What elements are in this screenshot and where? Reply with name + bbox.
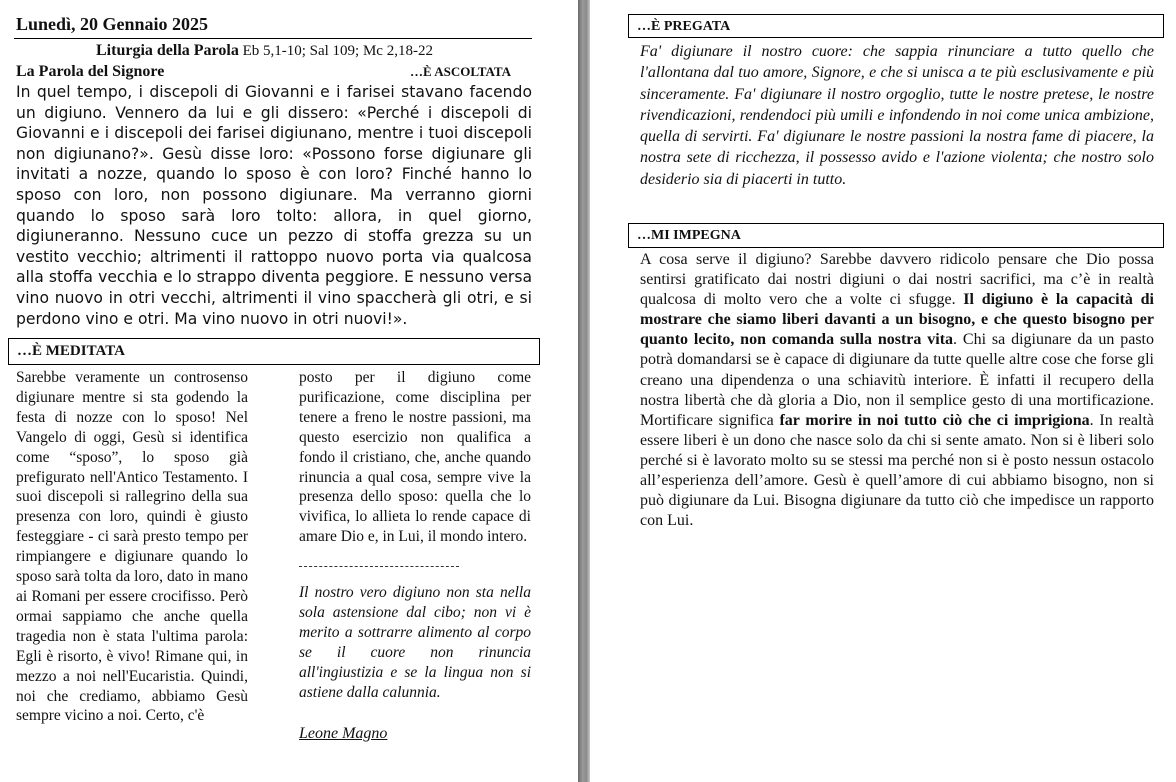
right-page: [590, 0, 1176, 782]
commitment-text: [640, 250, 1154, 531]
left-page: [0, 0, 578, 782]
quote-text: Il nostro vero digiuno non sta nella sola astensione dal cibo; non vi è merito a sottrarre alimento al corpo se il cuore non rinuncia all'ingiustizia e se la lingua non si astiene dalla calunnia.: [299, 584, 531, 701]
word-title: La Parola del Signore: [16, 63, 165, 80]
listened-label: …È ASCOLTATA: [410, 64, 512, 79]
dashed-separator: [299, 566, 459, 567]
commitment-bold-2: far morire in noi tutto ciò che ci imprigiona: [779, 411, 1090, 429]
commitment-bold-1: Il digiuno è la capacità di mostrare che siamo liberi davanti a un bisogno, e che questo bisogno per quanto lecito, non comanda sulla nostra vita: [640, 291, 1154, 349]
commitment-text-part-2: . Chi sa digiunare da un pasto potrà domandarsi se è capace di digiunare da tutte quelle altre cose che forse gli creano una dipendenza o una schiavitù interiore. È infatti il recupero della nostra libertà che dà gloria a Dio, non il semplice gesto di una mortificazione. Mortificare significa: [640, 331, 1154, 429]
liturgy-refs: Eb 5,1-10; Sal 109; Mc 2,18-22: [242, 43, 433, 59]
meditation-column-1: Sarebbe veramente un controsenso digiunare mentre si sta godendo la festa di nozze con lo sposo! Nel Vangelo di oggi, Gesù si identifica come “sposo”, lo sposo già prefigurato nell'Antico Testamento. I suoi discepoli si rallegrino della sua presenza con loro, quindi è giusto festeggiare - ci sarà presto tempo per rimpiangere e digiunare quando lo sposo sarà tolta da loro, dato in mano ai Romani per essere crocifisso. Però ormai sappiamo che anche quella tragedia non è stata l'ultima parola: Egli è risorto, è vivo! Rimane qui, in mezzo a noi nell'Eucaristia. Quindi, noi che crediamo, abbiamo Gesù sempre vicino a noi. Certo, c'è: [16, 369, 248, 725]
meditation-column-2: posto per il digiuno come purificazione, come disciplina per tenere a freno le nostre passioni, ma questo esercizio non qualifica a fondo il cristiano, che, anche quando rinuncia a qual cosa, sempre vive la presenza dello sposo: quella che lo vivifica, lo allieta lo rende capace di amare Dio e, in Lui, il mondo intero.: [299, 369, 531, 546]
date-heading: Lunedì, 20 Gennaio 2025: [16, 14, 209, 34]
commitment-text-part-1: A cosa serve il digiuno? Sarebbe davvero ridicolo pensare che Dio possa sentirsi gratificato dai nostri digiuni o dai nostri sacrifici, ma c’è in realtà qualcosa di molto vero che a volte ci sfugge.: [640, 251, 1154, 309]
impegna-heading: …MI IMPEGNA: [628, 223, 1164, 248]
gospel-text: In quel tempo, i discepoli di Giovanni e i farisei stavano facendo un digiuno. Vennero da lui e gli dissero: «Perché i discepoli di Giovanni e i discepoli dei farisei digiunano, mentre i tuoi discepoli non digiunano?». Gesù disse loro: «Possono forse digiunare gli invitati a nozze, quando lo sposo è con loro? Finché hanno lo sposo con loro, non possono digiunare. Ma verranno giorni quando lo sposo sarà loro tolto: allora, in quel giorno, digiuneranno. Nessuno cuce un pezzo di stoffa grezza su un vestito vecchio; altrimenti il rattoppo nuovo porta via qualcosa alla stoffa vecchia e lo strappo diventa peggiore. E nessuno versa vino nuovo in otri vecchi, altrimenti il vino spaccherà gli otri, e si perdono vino e otri. Ma vino nuovo in otri nuovi!».: [16, 83, 532, 328]
pregata-heading: …È PREGATA: [628, 14, 1164, 38]
date-divider: [14, 38, 532, 39]
quote-author: Leone Magno: [299, 725, 388, 742]
page-gutter: [578, 0, 590, 782]
prayer-text: Fa' digiunare il nostro cuore: che sappia rinunciare a tutto quello che l'allontana dal tuo amore, Signore, e che si unisca a te più esclusivamente e più sinceramente. Fa' digiunare il nostro orgoglio, tutte le nostre pretese, le nostre rivendicazioni, rendendoci più umili e infondendo in noi come unica ambizione, quella di servirti. Fa' digiunare le nostre passioni la nostra fame di piacere, la nostra sete di ricchezza, il possesso avido e l'azione violenta; che nostro solo desiderio sia di piacerti in tutto.: [640, 43, 1154, 188]
liturgy-line: [96, 42, 433, 60]
meditata-heading: …È MEDITATA: [8, 338, 540, 365]
commitment-text-part-3: . In realtà essere liberi è un dono che nasce solo da chi si sente amato. Non si è liberi solo perché si è lavorato molto su se stessi ma perché non si è posto nessun ostacolo all’esperienza dell’amore. Gesù è quell’amore di cui abbiamo bisogno, non si può digiunare da Lui. Bisogna digiunare da tutto ciò che impedisce un rapporto con Lui.: [640, 411, 1154, 530]
liturgy-title: Liturgia della Parola: [96, 42, 239, 59]
